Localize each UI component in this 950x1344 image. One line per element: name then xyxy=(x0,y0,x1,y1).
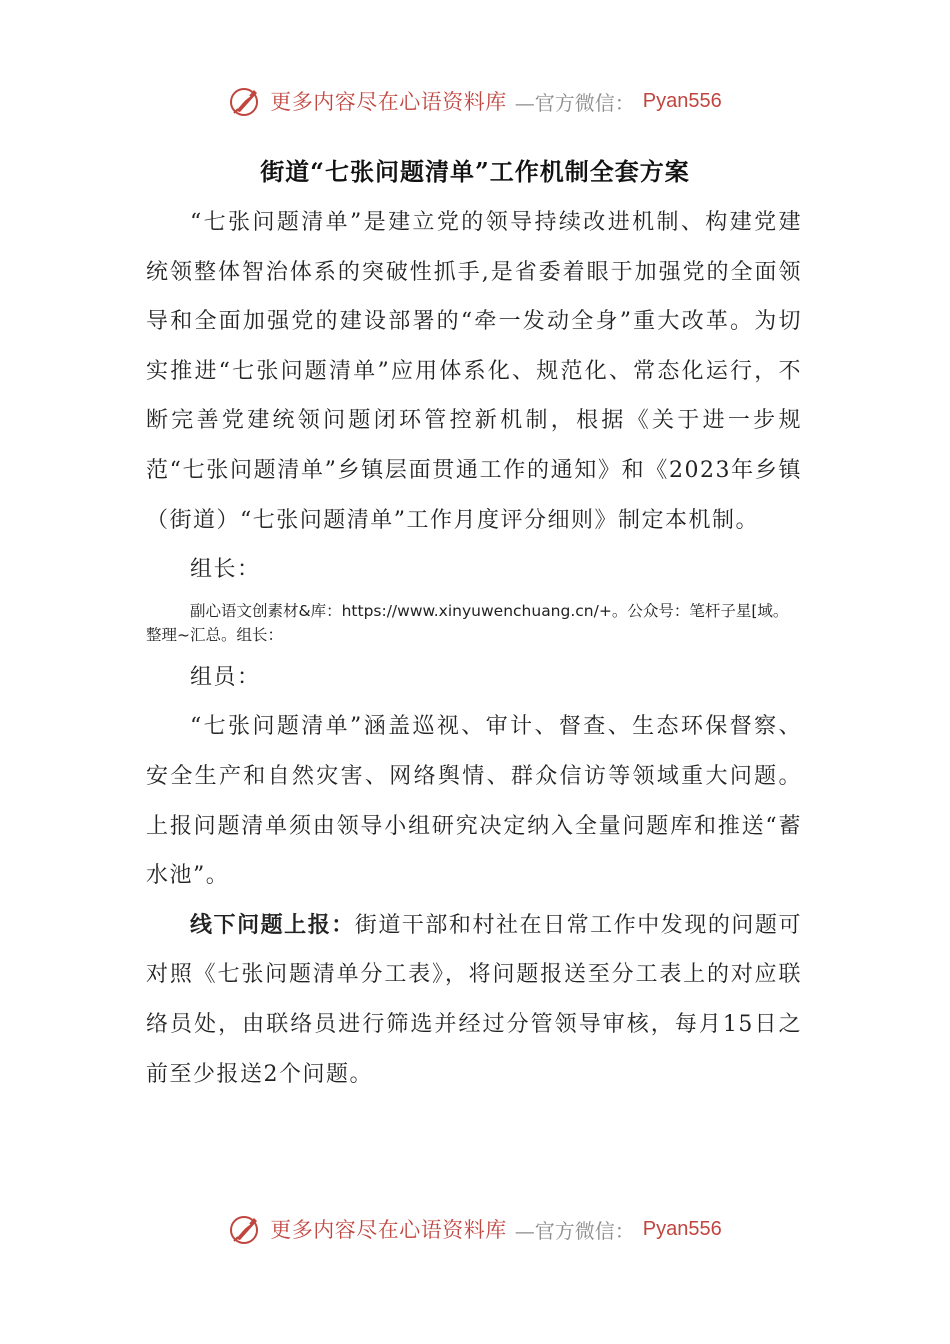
banner-separator: —官方微信： xyxy=(514,1218,635,1243)
document-title: 街道“七张问题清单”工作机制全套方案 xyxy=(260,157,690,186)
banner-text: 更多内容尽在心语资料库 xyxy=(270,1218,507,1242)
banner-text: 更多内容尽在心语资料库 xyxy=(270,90,507,114)
offline-report-label: 线下问题上报： xyxy=(190,911,355,938)
footer-banner xyxy=(0,1212,950,1246)
leader-label: 组长： xyxy=(190,557,261,583)
quill-logo-icon xyxy=(228,1212,262,1246)
offline-report-paragraph xyxy=(146,901,802,1099)
scope-paragraph: “七张问题清单”涵盖巡视、审计、督查、生态环保督察、安全生产和自然灾害、网络舆情、群众信访等领域重大问题。上报问题清单须由领导小组研究决定纳入全量问题库和推送“蓄水池”。 xyxy=(146,714,802,889)
banner-wechat-id: Pyan556 xyxy=(642,89,722,112)
member-label: 组员： xyxy=(190,664,261,690)
intro-paragraph: “七张问题清单”是建立党的领导持续改进机制、构建党建统领整体智治体系的突破性抓手,是省委着眼于加强党的全面领导和全面加强党的建设部署的“牵一发动全身”重大改革。为切实推进“七张问题清单”应用体系化、规范化、常态化运行，不断完善党建统领问题闭环管控新机制，根据《关于进一步规范“七张问题清单”乡镇层面贯通工作的通知》和《2023年乡镇（街道）“七张问题清单”工作月度评分细则》制定本机制。 xyxy=(146,210,802,533)
offline-report-text: 街道干部和村社在日常工作中发现的问题可对照《七张问题清单分工表》，将问题报送至分工表上的对应联络员处，由联络员进行筛选并经过分管领导审核，每月15日之前至少报送2个问题。 xyxy=(146,912,802,1087)
quill-logo-icon xyxy=(228,84,262,118)
inserted-note: 副心语文创素材&库：https://www.xinyuwenchuang.cn/+。公众号：笔杆子星[域。整理~汇总。组长： xyxy=(146,601,789,644)
banner-wechat-id: Pyan556 xyxy=(642,1217,722,1240)
header-banner xyxy=(0,84,950,118)
document-body xyxy=(146,198,802,1099)
banner-separator: —官方微信： xyxy=(514,90,635,115)
